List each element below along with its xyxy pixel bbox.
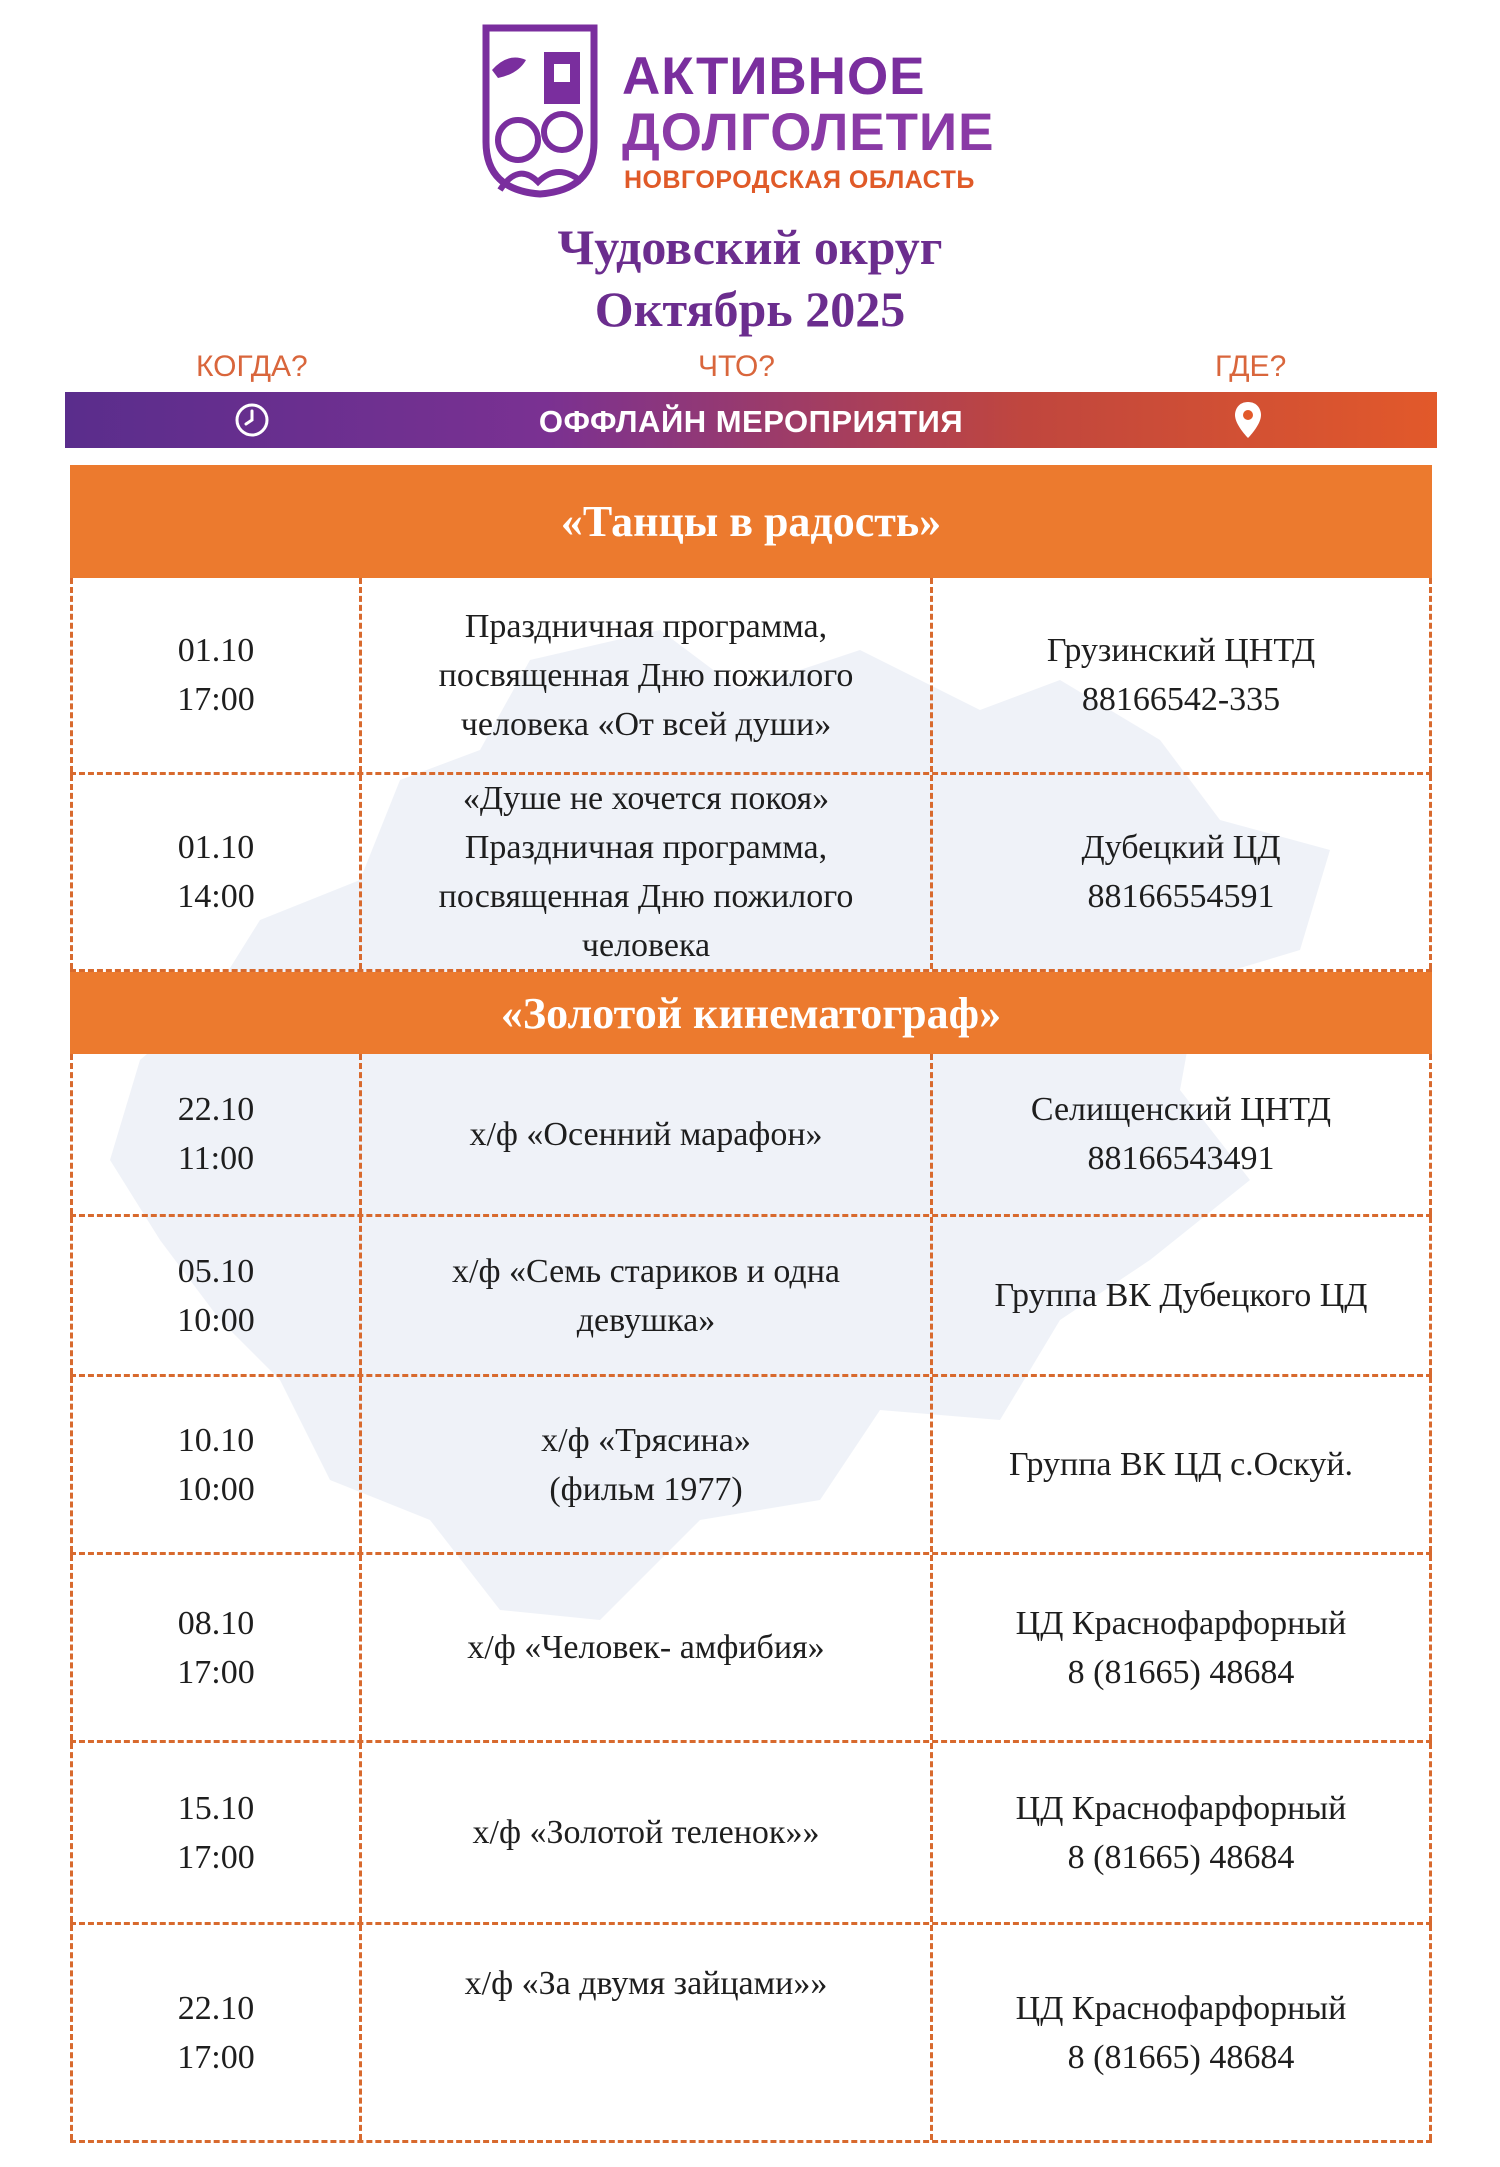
column-label-what: ЧТО? — [698, 350, 775, 383]
column-label-where: ГДЕ? — [1215, 350, 1287, 383]
section-header-cinema: «Золотой кинематограф» — [70, 972, 1432, 1054]
event-venue: Селищенский ЦНТД — [1030, 1091, 1332, 1128]
event-description-line: х/ф «Трясина» — [541, 1421, 751, 1459]
event-date: 10.10 — [177, 1421, 255, 1459]
event-location — [933, 1555, 1432, 1740]
active-longevity-logo — [478, 22, 1038, 202]
event-time: 10:00 — [177, 1470, 255, 1508]
table-row — [70, 1743, 1432, 1925]
event-time: 17:00 — [177, 681, 255, 718]
event-phone: 8 (81665) 48684 — [1067, 2038, 1295, 2076]
event-date: 22.10 — [177, 1989, 255, 2027]
event-location — [933, 1925, 1432, 2140]
event-description — [362, 1377, 933, 1552]
event-venue: Грузинский ЦНТД — [1046, 632, 1316, 669]
event-date: 22.10 — [177, 1091, 255, 1128]
event-time: 11:00 — [177, 1140, 255, 1177]
table-row — [70, 775, 1432, 972]
event-description — [362, 1054, 933, 1214]
event-description-line: х/ф «Семь стариков и одна — [452, 1252, 840, 1290]
table-row — [70, 1555, 1432, 1743]
event-description-line: девушка» — [576, 1301, 716, 1339]
offline-events-banner — [65, 392, 1437, 448]
event-location — [933, 1217, 1432, 1374]
logo-line-2: ДОЛГОЛЕТИЕ — [622, 103, 995, 162]
logo-emblem-icon — [478, 22, 602, 198]
event-description-line: «Душе не хочется покоя» — [462, 780, 830, 817]
banner-title: ОФФЛАЙН МЕРОПРИЯТИЯ — [538, 404, 964, 439]
event-description — [362, 1743, 933, 1922]
table-row — [70, 1054, 1432, 1217]
event-time: 17:00 — [177, 1653, 255, 1691]
event-datetime — [70, 1925, 362, 2140]
event-date: 08.10 — [177, 1604, 255, 1642]
table-row — [70, 1217, 1432, 1377]
event-description-line: х/ф «Золотой теленок»» — [472, 1814, 820, 1851]
event-venue: ЦД Краснофарфорный — [1015, 1989, 1347, 2027]
event-location — [933, 775, 1432, 969]
event-datetime — [70, 1743, 362, 1922]
event-venue: Группа ВК ЦД с.Оскуй. — [1008, 1446, 1354, 1483]
event-venue: Дубецкий ЦД — [1081, 829, 1281, 866]
event-description-line: посвященная Дню пожилого — [438, 656, 854, 694]
event-date: 01.10 — [177, 632, 255, 669]
event-date: 05.10 — [177, 1252, 255, 1290]
event-date: 01.10 — [177, 829, 255, 866]
event-description — [362, 1555, 933, 1740]
event-description-line: (фильм 1977) — [549, 1470, 743, 1508]
event-location — [933, 1743, 1432, 1922]
event-description — [362, 578, 933, 772]
table-row — [70, 1925, 1432, 2143]
event-phone: 8 (81665) 48684 — [1067, 1653, 1295, 1691]
event-description — [362, 1925, 933, 2140]
event-location — [933, 578, 1432, 772]
event-time: 17:00 — [177, 2038, 255, 2076]
page-title-district: Чудовский округ — [557, 219, 943, 275]
event-description — [362, 1217, 933, 1374]
event-datetime — [70, 1054, 362, 1214]
section-header-dances: «Танцы в радость» — [70, 465, 1432, 578]
event-datetime — [70, 1217, 362, 1374]
event-time: 14:00 — [177, 878, 255, 915]
logo-line-3: НОВГОРОДСКАЯ ОБЛАСТЬ — [624, 166, 975, 194]
event-datetime — [70, 578, 362, 772]
event-time: 17:00 — [177, 1838, 255, 1876]
event-venue: ЦД Краснофарфорный — [1015, 1604, 1347, 1642]
event-description-line: Праздничная программа, — [464, 607, 828, 645]
event-phone: 88166543491 — [1087, 1140, 1275, 1177]
event-description-line: х/ф «Осенний марафон» — [469, 1115, 823, 1153]
event-datetime — [70, 1377, 362, 1552]
event-description-line: посвященная Дню пожилого — [438, 878, 854, 915]
event-date: 15.10 — [177, 1789, 255, 1827]
event-description-line: человека — [581, 927, 711, 964]
event-description-line: человека «От всей души» — [460, 705, 832, 743]
event-phone: 88166542-335 — [1081, 681, 1281, 718]
event-phone: 88166554591 — [1087, 878, 1275, 915]
event-venue: ЦД Краснофарфорный — [1015, 1789, 1347, 1827]
location-pin-icon — [1233, 400, 1263, 440]
table-row — [70, 578, 1432, 775]
event-location — [933, 1377, 1432, 1552]
table-row — [70, 1377, 1432, 1555]
event-location — [933, 1054, 1432, 1214]
event-datetime — [70, 775, 362, 969]
event-datetime — [70, 1555, 362, 1740]
event-venue: Группа ВК Дубецкого ЦД — [994, 1277, 1368, 1314]
event-description-line: Праздничная программа, — [464, 829, 828, 866]
event-phone: 8 (81665) 48684 — [1067, 1838, 1295, 1876]
logo-line-1: АКТИВНОЕ — [622, 47, 926, 106]
event-description — [362, 775, 933, 969]
events-table — [70, 465, 1432, 2143]
page-title-month: Октябрь 2025 — [594, 281, 906, 337]
event-time: 10:00 — [177, 1301, 255, 1339]
event-description-line: х/ф «За двумя зайцами»» — [464, 1965, 828, 2002]
column-label-when: КОГДА? — [196, 350, 308, 383]
event-description-line: х/ф «Человек- амфибия» — [467, 1629, 825, 1666]
